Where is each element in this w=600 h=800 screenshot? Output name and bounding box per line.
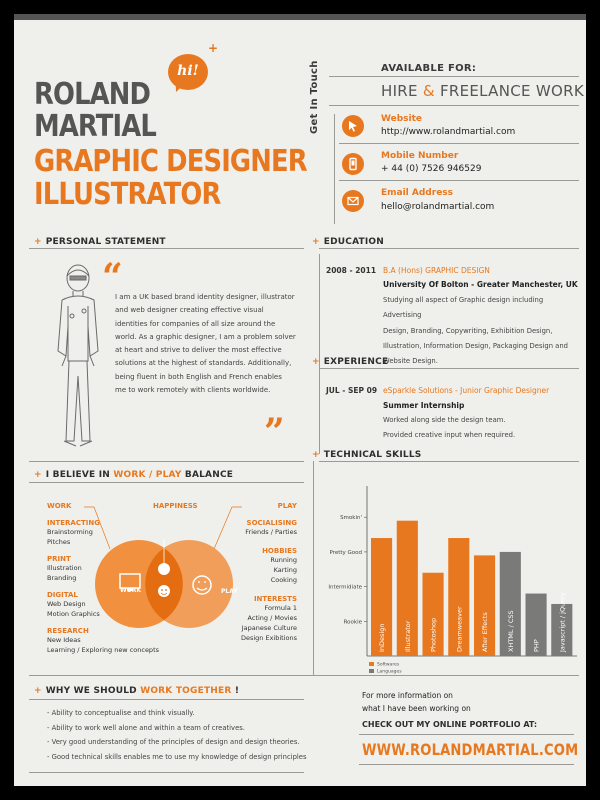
work-group-heading: DIGITAL [47, 591, 78, 599]
more-line-1: For more information on [362, 691, 453, 700]
play-item: Formula 1 [264, 604, 297, 612]
y-tick-label: Smokin' [340, 515, 362, 522]
contact-vrule [334, 114, 335, 224]
work-item: Branding [47, 574, 77, 582]
hire-ampersand: & [422, 82, 435, 100]
more-line-2: what I have been working on [362, 704, 471, 713]
balance-heading-a: I BELIEVE IN [45, 470, 110, 480]
title-graphic-designer: GRAPHIC DESIGNER [34, 144, 307, 179]
email-value[interactable]: hello@rolandmartial.com [381, 202, 495, 212]
balance-heading-b: WORK / PLAY [113, 470, 182, 480]
work-item: Learning / Exploring new concepts [47, 646, 159, 654]
education-line: Website Design. [383, 357, 438, 366]
skill-bar-label: InDesign [378, 623, 387, 652]
close-quote-icon: ” [264, 411, 285, 453]
y-tick-label: Rookie [343, 619, 362, 626]
skill-bar-label: XHTML / CSS [506, 610, 515, 652]
personal-rule [29, 248, 304, 249]
why-bottom-rule [29, 772, 304, 773]
footer-rule [29, 675, 579, 676]
experience-org: Summer Internship [383, 401, 465, 410]
skill-bar-label: Dreamweaver [455, 606, 464, 652]
work-group-heading: PRINT [47, 555, 71, 563]
hire-text [381, 82, 584, 100]
personal-line: I am a UK based brand identity designer, illustrator [115, 293, 295, 301]
legend-swatch [369, 669, 374, 673]
work-item: Illustration [47, 564, 82, 572]
contact-rule-2 [329, 105, 579, 106]
site-rule [359, 764, 574, 765]
education-rule [319, 248, 579, 249]
skill-bar-label: Illustrator [403, 620, 412, 652]
experience-title: eSparkle Solutions - Junior Graphic Designer [383, 386, 550, 395]
portfolio-link[interactable]: WWW.ROLANDMARTIAL.COM [362, 740, 579, 759]
experience-date: JUL - SEP 09 [326, 386, 378, 395]
education-org: University Of Bolton - Greater Manchester, UK [383, 280, 578, 289]
skill-bar-label: After Effects [481, 612, 490, 652]
skills-heading-text: TECHNICAL SKILLS [323, 450, 422, 460]
balance-heading-c: BALANCE [184, 470, 234, 480]
play-item: Running [270, 556, 297, 564]
education-heading: + EDUCATION [312, 237, 385, 247]
hire-word: HIRE [381, 82, 418, 100]
circle-play-label: PLAY [221, 588, 238, 595]
balance-heading: + I BELIEVE IN WORK / PLAY BALANCE [34, 470, 234, 480]
first-name: ROLAND [34, 77, 151, 112]
why-rule [29, 699, 304, 700]
work-item: Pitches [47, 538, 71, 546]
contact-rule-4 [339, 180, 579, 181]
personal-statement [115, 291, 305, 397]
contact-rule-1 [329, 76, 579, 77]
contact-rule-3 [339, 143, 579, 144]
mobile-label: Mobile Number [381, 151, 459, 161]
play-group-heading: HOBBIES [262, 547, 297, 555]
balance-rule-2 [29, 482, 304, 483]
experience-heading-text: EXPERIENCE [323, 357, 389, 367]
open-quote-icon: “ [102, 256, 123, 298]
experience-line: Provided creative input when required. [383, 431, 516, 440]
work-label: WORK [47, 502, 72, 510]
experience-heading: + EXPERIENCE [312, 357, 389, 367]
balance-rule [29, 461, 304, 462]
get-in-touch-label: Get In Touch [309, 60, 320, 134]
person-illustration-icon [48, 256, 108, 451]
play-group-heading: SOCIALISING [246, 519, 297, 527]
work-play-venn [94, 529, 234, 639]
play-item: Acting / Movies [247, 614, 297, 622]
why-heading-a: WHY WE SHOULD [45, 686, 137, 696]
mobile-value[interactable]: + 44 (0) 7526 946529 [381, 164, 482, 174]
experience-desc [383, 413, 583, 444]
top-bar [14, 14, 586, 20]
education-line: Studying all aspect of Graphic design including Advertising [383, 296, 544, 320]
skills-rule [319, 461, 579, 462]
envelope-icon [342, 190, 364, 212]
play-group-heading: INTERESTS [253, 595, 297, 603]
portfolio-rule [359, 734, 574, 735]
personal-line: me to work remotely with clients worldwide. [115, 386, 271, 395]
education-title: B.A (Hons) GRAPHIC DESIGN [383, 266, 490, 275]
play-item: Design Exibitions [240, 634, 297, 642]
personal-line: world. As a graphic designer, I am a problem solver [115, 332, 296, 341]
personal-heading: + PERSONAL STATEMENT [34, 237, 166, 247]
available-label: AVAILABLE FOR: [381, 63, 477, 74]
website-label: Website [381, 114, 423, 124]
email-label: Email Address [381, 188, 454, 198]
why-item: - Very good understanding of the principles of design and design theories. [47, 738, 300, 747]
title-illustrator: ILLUSTRATOR [34, 177, 221, 212]
work-group-heading: RESEARCH [47, 627, 89, 635]
play-item: Japanese Culture [241, 624, 297, 632]
why-list [47, 706, 307, 765]
play-label: PLAY [277, 502, 297, 510]
why-heading: + WHY WE SHOULD WORK TOGETHER ! [34, 686, 240, 696]
work-item: Motion Graphics [47, 610, 100, 618]
resume-page [14, 14, 586, 786]
personal-line: at heart and strive to deliver the most effective [115, 346, 282, 355]
freelance-word: FREELANCE WORK [439, 82, 584, 100]
why-item: - Ability to conceptualise and think visually. [47, 709, 195, 717]
play-item: Friends / Parties [245, 528, 297, 536]
education-line: Design, Branding, Copywriting, Exhibition Design, [383, 326, 553, 335]
personal-line: and web designer creating effective visual [115, 306, 264, 315]
work-item: Web Design [47, 600, 86, 608]
personal-line: being fluent in both English and French enables [115, 372, 282, 381]
personal-line: identities for companies of all size around the [115, 319, 276, 328]
plus-icon: + [208, 41, 219, 55]
technical-skills-chart [319, 476, 583, 676]
why-item: - Good technical skills enables me to use my knowledge of design principles [47, 753, 307, 762]
phone-icon [342, 153, 364, 175]
skill-bar-label: Javascript / jQuery [558, 592, 567, 652]
legend-swatch [369, 662, 374, 666]
personal-heading-text: PERSONAL STATEMENT [45, 237, 166, 247]
legend-label: Languages [377, 669, 402, 675]
work-item: Brainstorming [47, 528, 93, 536]
greeting-text: hi! [177, 63, 199, 79]
y-tick-label: Intermidiate [328, 584, 362, 591]
play-item: Karting [273, 566, 297, 574]
education-line: Illustration, Information Design, Packaging Design and [383, 341, 568, 350]
play-item: Cooking [270, 576, 297, 584]
circle-work-label: WORK [120, 587, 141, 594]
work-group-heading: INTERACTING [47, 519, 100, 527]
website-value[interactable]: http://www.rolandmartial.com [381, 127, 516, 137]
why-heading-c: ! [234, 686, 240, 696]
personal-line: solutions at the highest of standards. Additionally, [115, 359, 292, 368]
why-heading-b: WORK TOGETHER [140, 686, 232, 696]
education-desc [383, 293, 583, 369]
experience-rule [319, 368, 579, 369]
last-name: MARTIAL [34, 109, 156, 144]
cursor-icon [342, 115, 364, 137]
experience-line: Worked along side the design team. [383, 416, 506, 424]
work-item: New Ideas [47, 636, 81, 644]
legend-label: Softwares [377, 662, 400, 668]
timeline-line [319, 254, 320, 454]
skills-heading: + TECHNICAL SKILLS [312, 450, 422, 460]
column-divider [313, 461, 314, 676]
education-heading-text: EDUCATION [323, 237, 385, 247]
more-info [362, 689, 471, 715]
skill-bar-label: Photoshop [429, 617, 438, 652]
portfolio-label: CHECK OUT MY ONLINE PORTFOLIO AT: [362, 720, 538, 729]
skill-bar-label: PHP [532, 639, 541, 652]
why-item: - Ability to work well alone and within a team of creatives. [47, 723, 245, 732]
happiness-label: HAPPINESS [153, 502, 198, 510]
education-date: 2008 - 2011 [326, 266, 377, 275]
y-tick-label: Pretty Good [329, 549, 362, 556]
